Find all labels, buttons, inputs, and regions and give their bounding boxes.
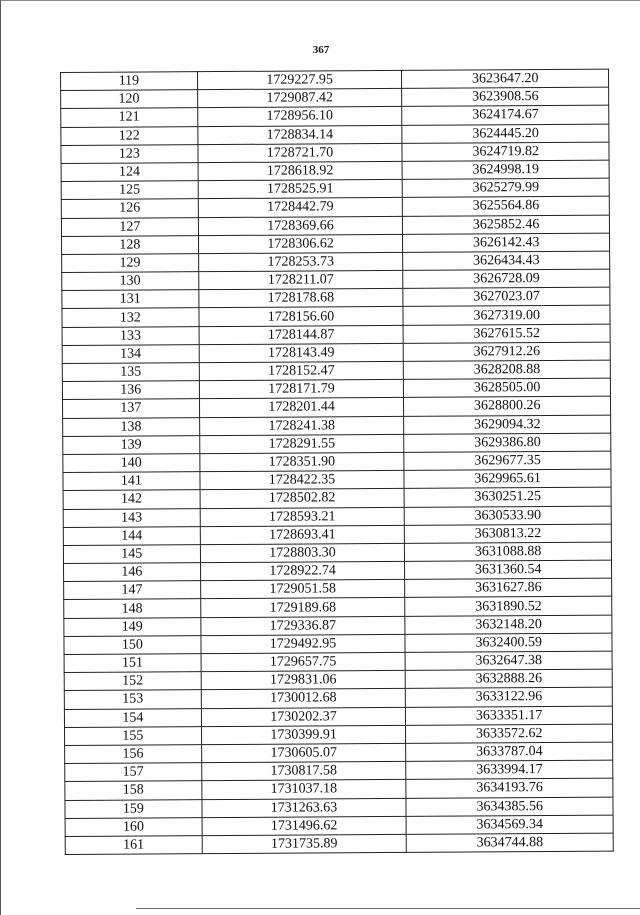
y-coordinate-cell: 3625279.99	[403, 178, 610, 197]
point-number-cell: 134	[62, 344, 199, 363]
y-coordinate-cell: 3624998.19	[402, 160, 609, 179]
point-number-cell: 145	[63, 545, 200, 564]
x-coordinate-cell: 1728306.62	[198, 234, 403, 253]
x-coordinate-cell: 1728143.49	[199, 343, 404, 362]
point-number-cell: 131	[62, 290, 199, 309]
coordinate-table	[60, 69, 614, 855]
y-coordinate-cell: 3628505.00	[404, 378, 611, 397]
y-coordinate-cell: 3632647.38	[405, 651, 612, 670]
y-coordinate-cell: 3631890.52	[405, 597, 612, 616]
x-coordinate-cell: 1728502.82	[200, 489, 405, 508]
point-number-cell: 155	[65, 726, 202, 745]
point-number-cell: 119	[61, 72, 198, 91]
y-coordinate-cell: 3631088.88	[405, 542, 612, 561]
y-coordinate-cell: 3624174.67	[402, 106, 609, 125]
y-coordinate-cell: 3623647.20	[402, 69, 609, 88]
point-number-cell: 154	[64, 708, 201, 727]
point-number-cell: 121	[61, 108, 198, 127]
point-number-cell: 132	[62, 308, 199, 327]
x-coordinate-cell: 1731735.89	[202, 834, 407, 853]
x-coordinate-cell: 1728211.07	[198, 270, 403, 289]
point-number-cell: 148	[64, 599, 201, 618]
x-coordinate-cell: 1731263.63	[202, 798, 407, 817]
x-coordinate-cell: 1728351.90	[200, 452, 405, 471]
x-coordinate-cell: 1728369.66	[198, 216, 403, 235]
y-coordinate-cell: 3627319.00	[403, 306, 610, 325]
x-coordinate-cell: 1728525.91	[198, 180, 403, 199]
point-number-cell: 124	[61, 163, 198, 182]
x-coordinate-cell: 1728241.38	[199, 416, 404, 435]
point-number-cell: 158	[65, 781, 202, 800]
x-coordinate-cell: 1728156.60	[199, 307, 404, 326]
y-coordinate-cell: 3629094.32	[404, 415, 611, 434]
point-number-cell: 120	[61, 90, 198, 109]
point-number-cell: 157	[65, 763, 202, 782]
point-number-cell: 137	[63, 399, 200, 418]
page-bottom-edge	[136, 908, 640, 909]
point-number-cell: 123	[61, 144, 198, 163]
x-coordinate-cell: 1730605.07	[201, 743, 406, 762]
x-coordinate-cell: 1730817.58	[201, 762, 406, 781]
y-coordinate-cell: 3625852.46	[403, 215, 610, 234]
x-coordinate-cell: 1730202.37	[201, 707, 406, 726]
page-number: 367	[312, 44, 330, 56]
y-coordinate-cell: 3632400.59	[405, 633, 612, 652]
y-coordinate-cell: 3627912.26	[404, 342, 611, 361]
x-coordinate-cell: 1728442.79	[198, 198, 403, 217]
x-coordinate-cell: 1728693.41	[200, 525, 405, 544]
point-number-cell: 150	[64, 635, 201, 654]
point-number-cell: 146	[64, 563, 201, 582]
x-coordinate-cell: 1729189.68	[200, 598, 405, 617]
point-number-cell: 139	[63, 435, 200, 454]
x-coordinate-cell: 1729657.75	[201, 652, 406, 671]
x-coordinate-cell: 1728721.70	[198, 143, 403, 162]
point-number-cell: 160	[65, 817, 202, 836]
y-coordinate-cell: 3625564.86	[403, 196, 610, 215]
y-coordinate-cell: 3634569.34	[406, 815, 613, 834]
y-coordinate-cell: 3628800.26	[404, 397, 611, 416]
y-coordinate-cell: 3627023.07	[403, 287, 610, 306]
x-coordinate-cell: 1729831.06	[201, 671, 406, 690]
y-coordinate-cell: 3629677.35	[404, 451, 611, 470]
point-number-cell: 138	[63, 417, 200, 436]
point-number-cell: 130	[62, 272, 199, 291]
x-coordinate-cell: 1729087.42	[197, 89, 402, 108]
x-coordinate-cell: 1730012.68	[201, 689, 406, 708]
x-coordinate-cell: 1728178.68	[199, 289, 404, 308]
x-coordinate-cell: 1728922.74	[200, 561, 405, 580]
point-number-cell: 140	[63, 454, 200, 473]
point-number-cell: 133	[62, 326, 199, 345]
x-coordinate-cell: 1731496.62	[202, 816, 407, 835]
x-coordinate-cell: 1728834.14	[198, 125, 403, 144]
y-coordinate-cell: 3629386.80	[404, 433, 611, 452]
y-coordinate-cell: 3632148.20	[405, 615, 612, 634]
point-number-cell: 144	[63, 526, 200, 545]
x-coordinate-cell: 1729492.95	[201, 634, 406, 653]
point-number-cell: 151	[64, 654, 201, 673]
y-coordinate-cell: 3633351.17	[406, 706, 613, 725]
y-coordinate-cell: 3634744.88	[407, 833, 614, 852]
point-number-cell: 141	[63, 472, 200, 491]
x-coordinate-cell: 1728593.21	[200, 507, 405, 526]
x-coordinate-cell: 1728291.55	[199, 434, 404, 453]
point-number-cell: 161	[65, 836, 202, 855]
y-coordinate-cell: 3627615.52	[403, 324, 610, 343]
x-coordinate-cell: 1730399.91	[201, 725, 406, 744]
x-coordinate-cell: 1728803.30	[200, 543, 405, 562]
y-coordinate-cell: 3633122.96	[406, 688, 613, 707]
point-number-cell: 129	[62, 254, 199, 273]
y-coordinate-cell: 3633572.62	[406, 724, 613, 743]
y-coordinate-cell: 3630533.90	[405, 506, 612, 525]
point-number-cell: 156	[65, 745, 202, 764]
y-coordinate-cell: 3631360.54	[405, 560, 612, 579]
point-number-cell: 125	[61, 181, 198, 200]
point-number-cell: 143	[63, 508, 200, 527]
y-coordinate-cell: 3626728.09	[403, 269, 610, 288]
y-coordinate-cell: 3632888.26	[406, 669, 613, 688]
x-coordinate-cell: 1728422.35	[200, 471, 405, 490]
y-coordinate-cell: 3630251.25	[404, 487, 611, 506]
point-number-cell: 147	[64, 581, 201, 600]
y-coordinate-cell: 3633787.04	[406, 742, 613, 761]
point-number-cell: 127	[61, 217, 198, 236]
y-coordinate-cell: 3626434.43	[403, 251, 610, 270]
y-coordinate-cell: 3624719.82	[402, 142, 609, 161]
x-coordinate-cell: 1728956.10	[197, 107, 402, 126]
y-coordinate-cell: 3630813.22	[405, 524, 612, 543]
point-number-cell: 149	[64, 617, 201, 636]
y-coordinate-cell: 3629965.61	[404, 469, 611, 488]
y-coordinate-cell: 3626142.43	[403, 233, 610, 252]
x-coordinate-cell: 1728253.73	[198, 252, 403, 271]
point-number-cell: 135	[62, 363, 199, 382]
x-coordinate-cell: 1728152.47	[199, 361, 404, 380]
point-number-cell: 136	[62, 381, 199, 400]
y-coordinate-cell: 3628208.88	[404, 360, 611, 379]
y-coordinate-cell: 3634385.56	[406, 797, 613, 816]
x-coordinate-cell: 1728201.44	[199, 398, 404, 417]
coordinate-table-body	[61, 69, 614, 854]
point-number-cell: 122	[61, 126, 198, 145]
x-coordinate-cell: 1729051.58	[200, 580, 405, 599]
x-coordinate-cell: 1728144.87	[199, 325, 404, 344]
y-coordinate-cell: 3624445.20	[402, 124, 609, 143]
point-number-cell: 159	[65, 799, 202, 818]
x-coordinate-cell: 1731037.18	[202, 780, 407, 799]
point-number-cell: 126	[61, 199, 198, 218]
x-coordinate-cell: 1728618.92	[198, 161, 403, 180]
y-coordinate-cell: 3633994.17	[406, 760, 613, 779]
point-number-cell: 153	[64, 690, 201, 709]
table-row	[65, 833, 613, 855]
point-number-cell: 152	[64, 672, 201, 691]
x-coordinate-cell: 1729227.95	[197, 70, 402, 89]
x-coordinate-cell: 1729336.87	[201, 616, 406, 635]
x-coordinate-cell: 1728171.79	[199, 380, 404, 399]
point-number-cell: 142	[63, 490, 200, 509]
point-number-cell: 128	[62, 235, 199, 254]
y-coordinate-cell: 3623908.56	[402, 87, 609, 106]
y-coordinate-cell: 3631627.86	[405, 578, 612, 597]
y-coordinate-cell: 3634193.76	[406, 778, 613, 797]
